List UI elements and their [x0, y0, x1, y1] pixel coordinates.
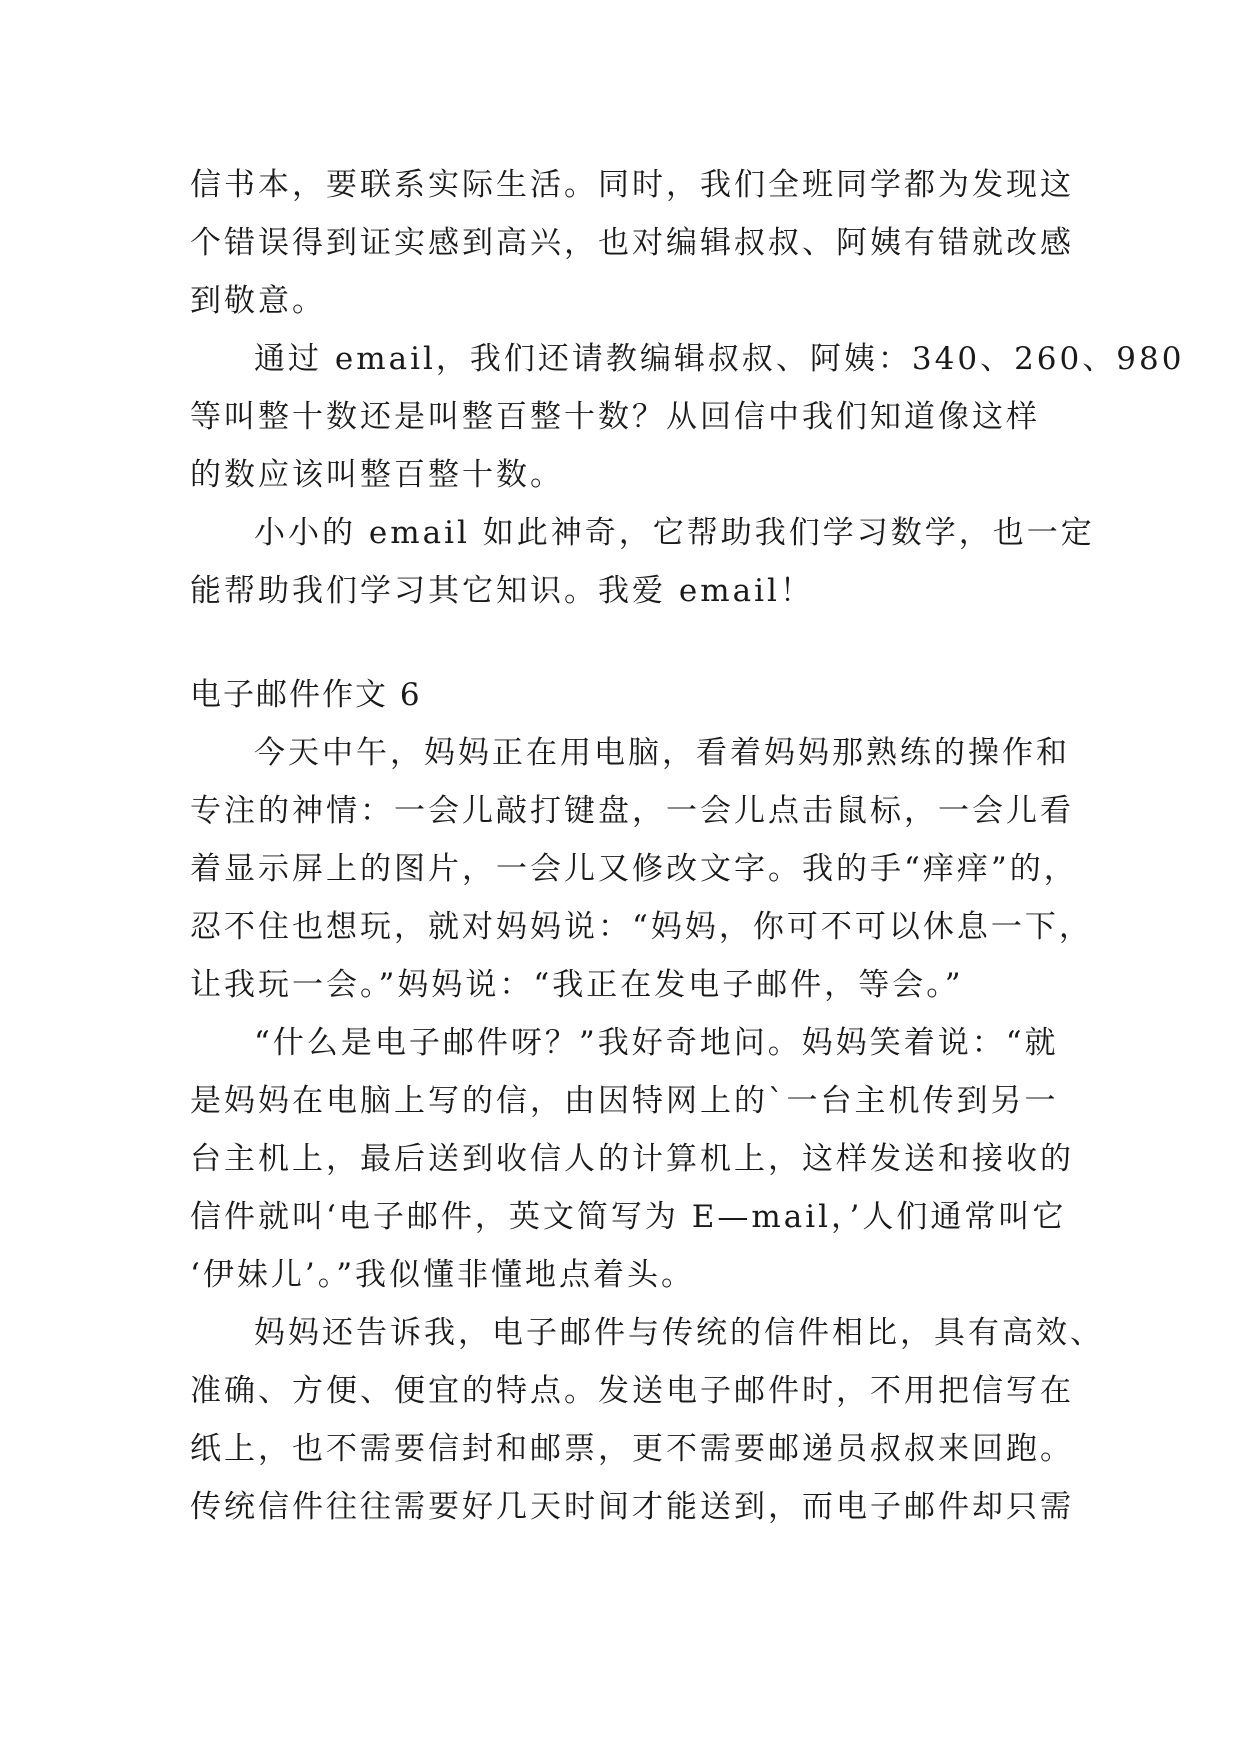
text-line: 等叫整十数还是叫整百整十数？从回信中我们知道像这样 [190, 399, 1040, 435]
text-line: 妈妈还告诉我，电子邮件与传统的信件相比，具有高效、 [254, 1315, 1104, 1351]
paragraph [190, 724, 1093, 1014]
text-line: 是妈妈在电脑上写的信，由因特网上的`一台主机传到另一 [190, 1083, 1059, 1119]
text-line: 的数应该叫整百整十数。 [190, 457, 564, 493]
text-line: 着显示屏上的图片，一会儿又修改文字。我的手“痒痒”的， [190, 851, 1078, 887]
text-line: 台主机上，最后送到收信人的计算机上，这样发送和接收的 [190, 1141, 1074, 1177]
text-line: “什么是电子邮件呀？”我好奇地问。妈妈笑着说：“就 [254, 1025, 1059, 1061]
text-line: 个错误得到证实感到高兴，也对编辑叔叔、阿姨有错就改感 [190, 225, 1074, 261]
document-body [190, 156, 1185, 1536]
section-spacer [190, 620, 1070, 666]
text-line: 小小的 email 如此神奇，它帮助我们学习数学，也一定 [254, 515, 1095, 551]
text-line: 通过 email，我们还请教编辑叔叔、阿姨：340、260、980 [254, 341, 1185, 377]
text-line: 信件就叫‘电子邮件，英文简写为 E—mail，’人们通常叫它 [190, 1199, 1067, 1235]
text-line: 到敬意。 [190, 283, 326, 319]
text-line: 信书本，要联系实际生活。同时，我们全班同学都为发现这 [190, 167, 1074, 203]
text-line: 让我玩一会。”妈妈说：“我正在发电子邮件，等会。” [190, 967, 964, 1003]
text-line: 今天中午，妈妈正在用电脑，看着妈妈那熟练的操作和 [254, 735, 1070, 771]
text-line: ‘伊妹儿’。”我似懂非懂地点着头。 [190, 1257, 696, 1293]
paragraph [190, 330, 1185, 504]
text-line: 准确、方便、便宜的特点。发送电子邮件时，不用把信写在 [190, 1373, 1074, 1409]
text-line: 传统信件往往需要好几天时间才能送到，而电子邮件却只需 [190, 1489, 1074, 1525]
section-heading: 电子邮件作文 6 [190, 677, 422, 713]
text-line: 专注的神情：一会儿敲打键盘，一会儿点击鼠标，一会儿看 [190, 793, 1074, 829]
paragraph [190, 156, 1074, 330]
paragraph [190, 504, 1095, 620]
text-line: 能帮助我们学习其它知识。我爱 email！ [190, 573, 814, 609]
paragraph [190, 1304, 1104, 1536]
paragraph [190, 1014, 1074, 1304]
text-line: 忍不住也想玩，就对妈妈说：“妈妈，你可不可以休息一下， [190, 909, 1093, 945]
text-line: 纸上，也不需要信封和邮票，更不需要邮递员叔叔来回跑。 [190, 1431, 1074, 1467]
